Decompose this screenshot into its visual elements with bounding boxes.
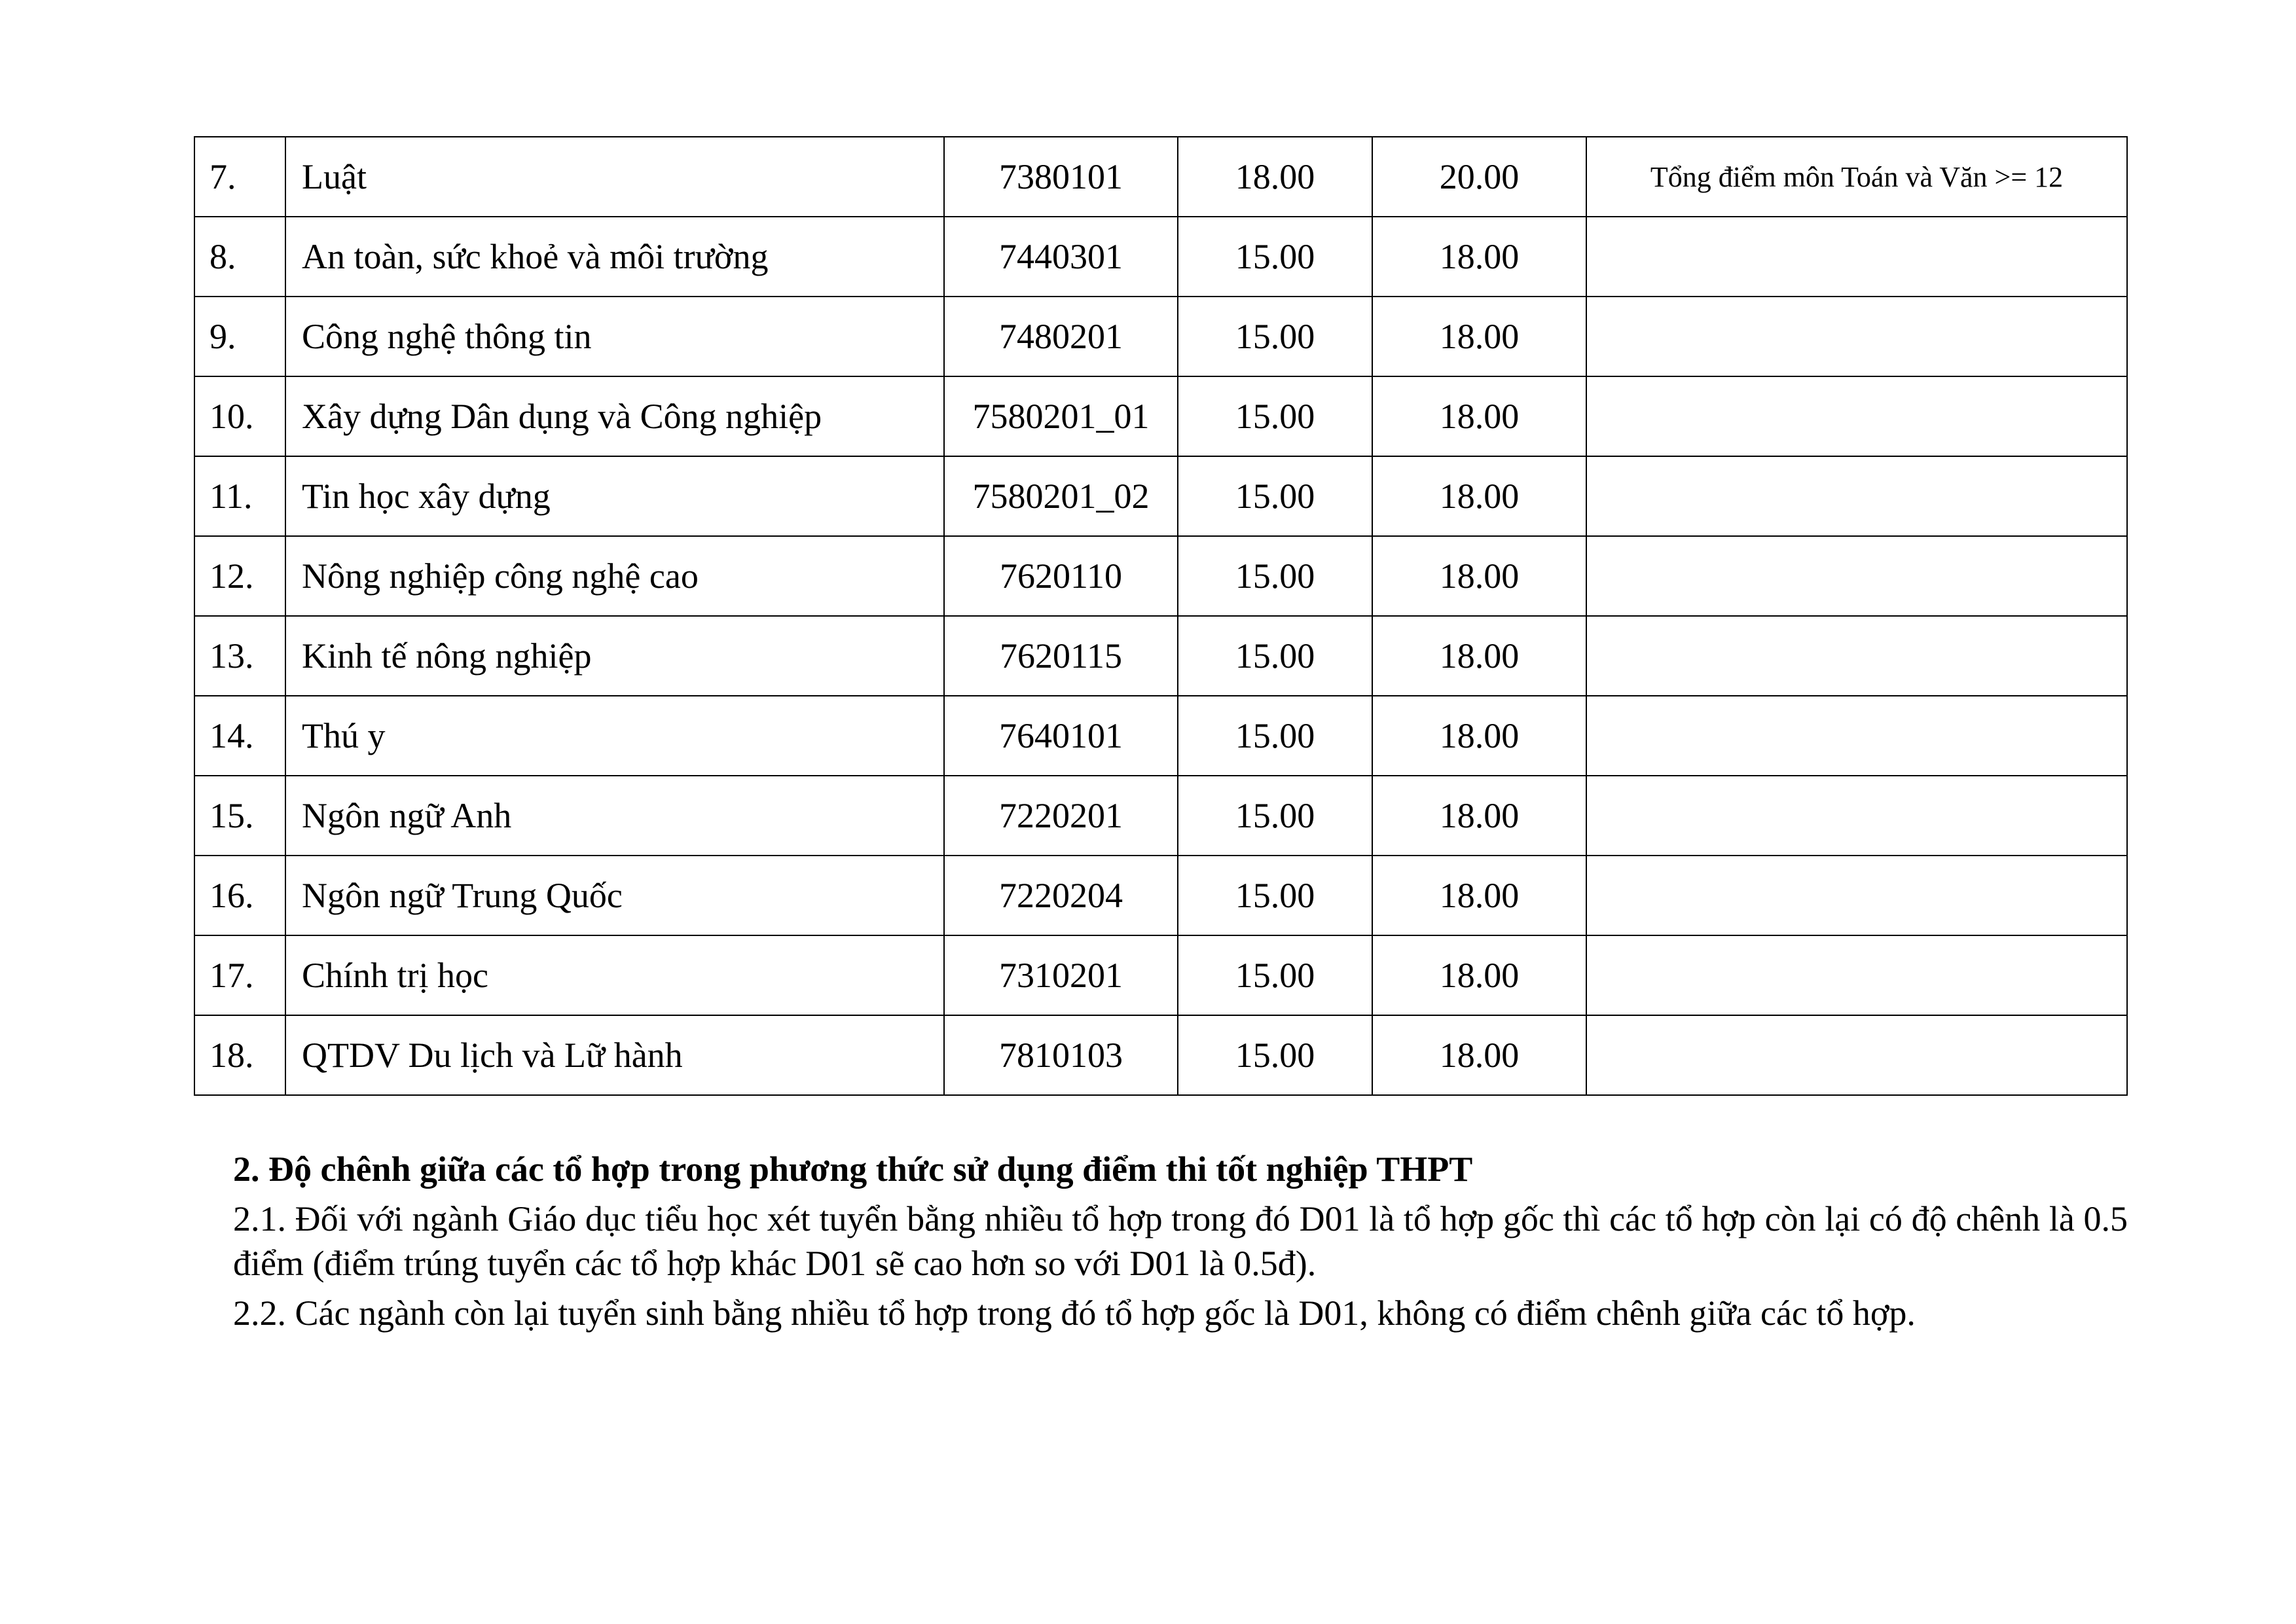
program-code-cell: 7380101 [944,137,1178,217]
program-code-cell: 7480201 [944,297,1178,376]
score-hocba-cell: 18.00 [1372,935,1586,1015]
row-number-cell: 18. [194,1015,285,1095]
row-note-cell [1586,856,2127,935]
table-row [194,536,2127,616]
program-code-cell: 7640101 [944,696,1178,776]
score-thpt-cell: 15.00 [1178,297,1372,376]
row-note-cell [1586,1015,2127,1095]
program-name-cell: Chính trị học [285,935,944,1015]
row-note-cell [1586,456,2127,536]
score-hocba-cell: 20.00 [1372,137,1586,217]
score-difference-section [233,1147,2128,1341]
score-hocba-cell: 18.00 [1372,696,1586,776]
row-number-cell: 15. [194,776,285,856]
score-hocba-cell: 18.00 [1372,456,1586,536]
program-code-cell: 7310201 [944,935,1178,1015]
score-hocba-cell: 18.00 [1372,376,1586,456]
score-thpt-cell: 15.00 [1178,935,1372,1015]
score-hocba-cell: 18.00 [1372,616,1586,696]
score-thpt-cell: 18.00 [1178,137,1372,217]
score-thpt-cell: 15.00 [1178,1015,1372,1095]
table-row [194,935,2127,1015]
row-number-cell: 17. [194,935,285,1015]
score-hocba-cell: 18.00 [1372,297,1586,376]
row-note-cell: Tổng điểm môn Toán và Văn >= 12 [1586,137,2127,217]
program-name-cell: An toàn, sức khoẻ và môi trường [285,217,944,297]
score-hocba-cell: 18.00 [1372,536,1586,616]
row-note-cell [1586,217,2127,297]
row-number-cell: 12. [194,536,285,616]
program-name-cell: Xây dựng Dân dụng và Công nghiệp [285,376,944,456]
section-paragraph-2-1: 2.1. Đối với ngành Giáo dục tiểu học xét tuyển bằng nhiều tổ hợp trong đó D01 là tổ hợp gốc thì các tổ hợp còn lại có độ chênh là 0.5 điểm (điểm trúng tuyển các tổ hợp khác D01 sẽ cao hơn so với D01 là 0.5đ). [233,1199,2128,1283]
program-name-cell: QTDV Du lịch và Lữ hành [285,1015,944,1095]
program-code-cell: 7580201_01 [944,376,1178,456]
score-table-body [194,137,2127,1095]
table-row [194,616,2127,696]
table-row [194,776,2127,856]
section-heading: 2. Độ chênh giữa các tổ hợp trong phương thức sử dụng điểm thi tốt nghiệp THPT [233,1149,1473,1189]
row-number-cell: 13. [194,616,285,696]
table-row [194,217,2127,297]
program-name-cell: Ngôn ngữ Trung Quốc [285,856,944,935]
score-thpt-cell: 15.00 [1178,616,1372,696]
program-code-cell: 7620115 [944,616,1178,696]
row-number-cell: 14. [194,696,285,776]
table-row [194,376,2127,456]
program-name-cell: Thú y [285,696,944,776]
program-name-cell: Công nghệ thông tin [285,297,944,376]
row-number-cell: 8. [194,217,285,297]
program-name-cell: Ngôn ngữ Anh [285,776,944,856]
score-thpt-cell: 15.00 [1178,776,1372,856]
row-note-cell [1586,536,2127,616]
row-note-cell [1586,297,2127,376]
row-note-cell [1586,616,2127,696]
program-name-cell: Kinh tế nông nghiệp [285,616,944,696]
row-note-cell [1586,696,2127,776]
score-hocba-cell: 18.00 [1372,856,1586,935]
row-note-cell [1586,376,2127,456]
row-number-cell: 7. [194,137,285,217]
row-note-cell [1586,776,2127,856]
table-row [194,137,2127,217]
program-name-cell: Tin học xây dựng [285,456,944,536]
row-note-cell [1586,935,2127,1015]
score-thpt-cell: 15.00 [1178,217,1372,297]
table-row [194,696,2127,776]
table-row [194,456,2127,536]
program-code-cell: 7220204 [944,856,1178,935]
admission-score-table [194,136,2128,1096]
score-hocba-cell: 18.00 [1372,217,1586,297]
program-name-cell: Luật [285,137,944,217]
score-thpt-cell: 15.00 [1178,696,1372,776]
program-code-cell: 7620110 [944,536,1178,616]
row-number-cell: 16. [194,856,285,935]
table-row [194,297,2127,376]
program-code-cell: 7220201 [944,776,1178,856]
program-code-cell: 7580201_02 [944,456,1178,536]
row-number-cell: 11. [194,456,285,536]
section-paragraph-2-2: 2.2. Các ngành còn lại tuyển sinh bằng nhiều tổ hợp trong đó tổ hợp gốc là D01, không có điểm chênh giữa các tổ hợp. [233,1293,1916,1333]
table-row [194,1015,2127,1095]
score-thpt-cell: 15.00 [1178,856,1372,935]
row-number-cell: 9. [194,297,285,376]
score-hocba-cell: 18.00 [1372,1015,1586,1095]
score-thpt-cell: 15.00 [1178,376,1372,456]
row-number-cell: 10. [194,376,285,456]
program-name-cell: Nông nghiệp công nghệ cao [285,536,944,616]
score-hocba-cell: 18.00 [1372,776,1586,856]
program-code-cell: 7440301 [944,217,1178,297]
table-row [194,856,2127,935]
score-thpt-cell: 15.00 [1178,456,1372,536]
program-code-cell: 7810103 [944,1015,1178,1095]
score-thpt-cell: 15.00 [1178,536,1372,616]
